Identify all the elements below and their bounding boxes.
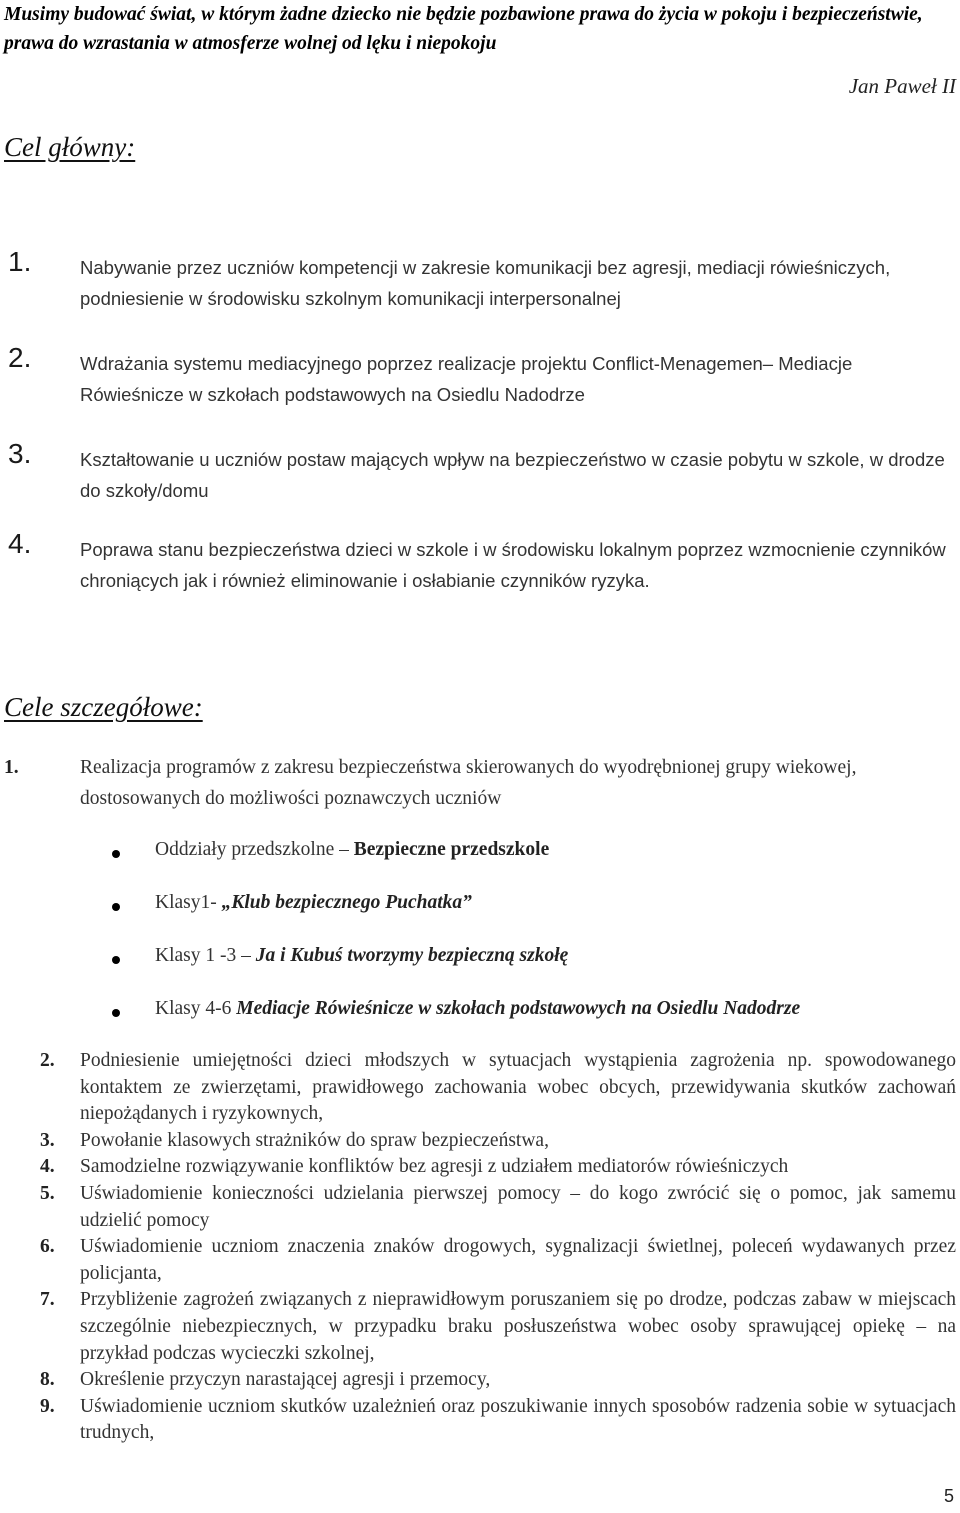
- detailed-goals-list: [4, 1048, 956, 1447]
- detailed-goals-heading: Cele szczegółowe:: [4, 692, 203, 722]
- bullet-emphasis: Mediacje Rówieśnicze w szkołach podstawowych na Osiedlu Nadodrze: [236, 998, 801, 1019]
- detailed-goal-number: 3.: [40, 1129, 55, 1151]
- detailed-goal-item: [4, 1181, 956, 1234]
- detailed-goal-number: 6.: [40, 1236, 55, 1258]
- main-goal-text: Wdrażania systemu mediacyjnego poprzez realizacje projektu Conflict-Menagemen– Mediacje Rówieśnicze w szkołach podstawowych na Osiedlu Nadodrze: [80, 353, 853, 405]
- detailed-goal-number: 2.: [40, 1050, 55, 1071]
- bullet-prefix: Klasy 4-6: [155, 998, 237, 1019]
- quote: Musimy budować świat, w którym żadne dziecko nie będzie pozbawione prawa do życia w pokoju i bezpieczeństwie, prawa do wzrastania w atmosferze wolnej od lęku i niepokoju: [4, 4, 923, 54]
- main-goal-heading: Cel główny:: [4, 132, 136, 162]
- bullet-prefix: Klasy1-: [155, 892, 222, 913]
- main-goal-number: 3.: [8, 438, 32, 469]
- bullet-dot-icon: [112, 1009, 120, 1017]
- bullet-item: [112, 945, 568, 967]
- bullet-item: [112, 839, 549, 861]
- detailed-goal-text: Podniesienie umiejętności dzieci młodszych w sytuacjach wystąpienia zagrożenia np. spowodowanego kontaktem ze zwierzętami, prawidłowego zachowania wobec obcych, przewidywania skutków zachowań niepożądanych i ryzykownych,: [80, 1050, 956, 1125]
- detailed-goal-text: Uświadomienie uczniom skutków uzależnień oraz poszukiwanie innych sposobów radzenia sobie w sytuacjach trudnych,: [80, 1395, 956, 1444]
- detailed-goal-number: 5.: [40, 1182, 55, 1204]
- main-goal-text: Poprawa stanu bezpieczeństwa dzieci w szkole i w środowisku lokalnym poprzez wzmocnienie czynników chroniących jak i również eliminowanie i osłabianie czynników ryzyka.: [80, 539, 946, 591]
- bullet-dot-icon: [112, 903, 120, 911]
- page-number: 5: [943, 1486, 954, 1506]
- bullet-emphasis: Bezpieczne przedszkole: [353, 839, 550, 860]
- detailed-goal-item: [4, 1367, 956, 1394]
- bullet-item: [112, 892, 472, 914]
- bullet-item: [112, 998, 800, 1020]
- detailed-goal-text: Powołanie klasowych strażników do spraw bezpieczeństwa,: [80, 1129, 549, 1151]
- main-goal-number: 4.: [8, 528, 32, 559]
- detailed-goal-item: [4, 752, 956, 814]
- detailed-goal-text: Uświadomienie konieczności udzielania pierwszej pomocy – do kogo zwrócić się o pomoc, jak samemu udzielić pomocy: [80, 1182, 956, 1231]
- detailed-goal-text: Realizacja programów z zakresu bezpieczeństwa skierowanych do wyodrębnionej grupy wiekowej, dostosowanych do możliwości poznawczych uczniów: [80, 757, 857, 809]
- detailed-goal-item: [4, 1154, 956, 1181]
- detailed-goal-text: Uświadomienie uczniom znaczenia znaków drogowych, sygnalizacji świetlnej, poleceń wydawanych przez policjanta,: [80, 1236, 956, 1284]
- main-goal-item: [4, 528, 954, 596]
- detailed-goal-number: 8.: [40, 1369, 55, 1391]
- main-goal-item: [4, 246, 954, 314]
- bullet-emphasis: Ja i Kubuś tworzymy bezpieczną szkołę: [255, 945, 569, 966]
- detailed-goal-item: [4, 1394, 956, 1447]
- bullet-dot-icon: [112, 956, 120, 964]
- detailed-goal-number: 9.: [40, 1395, 55, 1417]
- detailed-goal-text: Określenie przyczyn narastającej agresji i przemocy,: [80, 1369, 491, 1391]
- detailed-goal-number: 4.: [40, 1156, 55, 1178]
- main-goal-item: [4, 342, 954, 410]
- main-goal-number: 1.: [8, 246, 32, 277]
- main-goal-number: 2.: [8, 342, 32, 373]
- bullet-dot-icon: [112, 850, 120, 858]
- bullet-prefix: Oddziały przedszkolne –: [155, 839, 354, 860]
- detailed-goal-number: 7.: [40, 1289, 55, 1311]
- detailed-goal-item: [4, 1048, 956, 1128]
- bullet-prefix: Klasy 1 -3 –: [155, 945, 256, 966]
- main-goal-item: [4, 438, 954, 506]
- detailed-goal-item: [4, 1234, 956, 1287]
- main-goal-text: Kształtowanie u uczniów postaw mających wpływ na bezpieczeństwo w czasie pobytu w szkole, w drodze do szkoły/domu: [80, 449, 945, 501]
- detailed-goal-number: 1.: [4, 757, 19, 778]
- detailed-goal-text: Przybliżenie zagrożeń związanych z nieprawidłowym poruszaniem się po drodze, podczas zabaw w miejscach szczególnie niebezpiecznych, w przypadku braku posłuszeństwa wobec osoby sprawującej opiekę – na przykład podczas wycieczki szkolnej,: [80, 1289, 956, 1364]
- detailed-goal-text: Samodzielne rozwiązywanie konfliktów bez agresji z udziałem mediatorów rówieśniczych: [80, 1156, 789, 1178]
- main-goal-text: Nabywanie przez uczniów kompetencji w zakresie komunikacji bez agresji, mediacji rówieśniczych, podniesienie w środowisku szkolnym komunikacji interpersonalnej: [80, 257, 891, 309]
- detailed-goal-item: [4, 1287, 956, 1367]
- detailed-goal-item: [4, 1128, 956, 1155]
- quote-author: Jan Paweł II: [848, 74, 956, 98]
- bullet-emphasis: „Klub bezpiecznego Puchatka”: [221, 892, 472, 913]
